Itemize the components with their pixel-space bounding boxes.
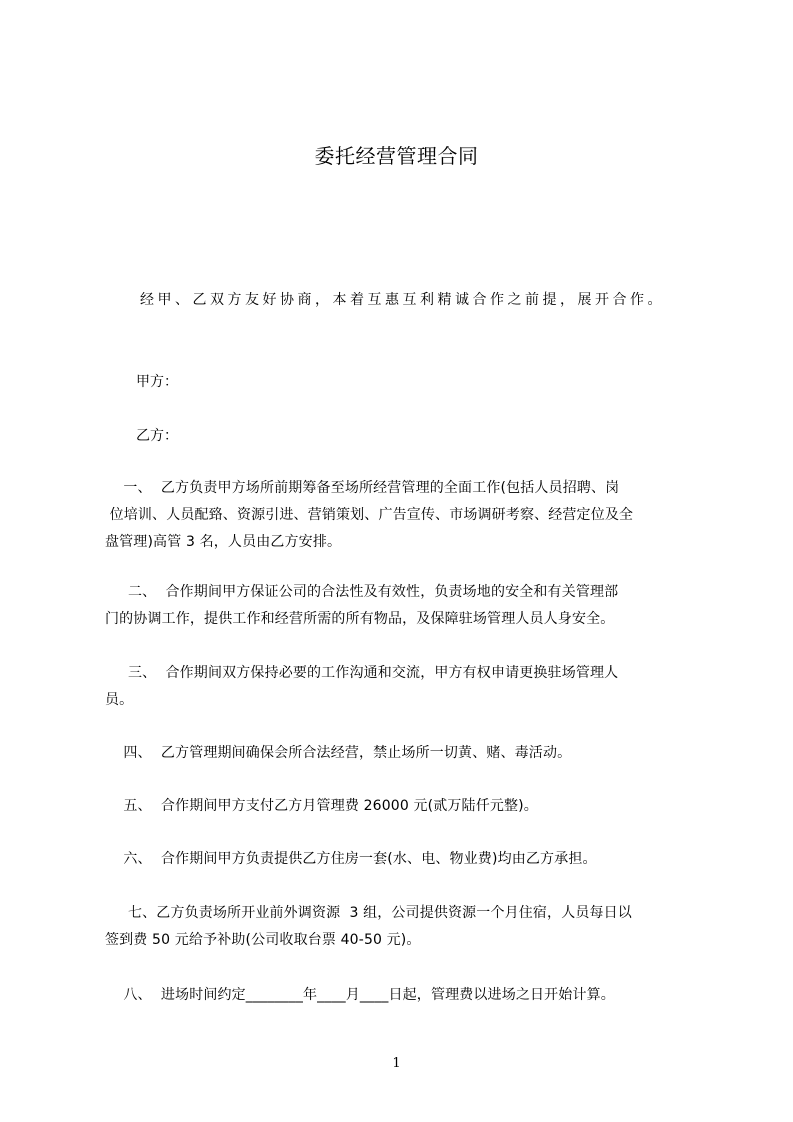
page-number: 1 xyxy=(392,1056,401,1071)
clause-8 xyxy=(105,982,705,1009)
clause-3-line-2: 员。 xyxy=(105,692,134,708)
clause-6 xyxy=(105,846,705,873)
clause-2-line-2: 门的协调工作，提供工作和经营所需的所有物品，及保障驻场管理人员人身安全。 xyxy=(105,611,615,627)
clause-3-line-1: 三、 合作期间双方保持必要的工作沟通和交流，甲方有权申请更换驻场管理人 xyxy=(105,665,619,681)
party-a-label: 甲方： xyxy=(136,374,178,390)
clause-1-line-3: 盘管理)高管 3 名，人员由乙方安排。 xyxy=(105,534,342,550)
clause-2-line-1: 二、 合作期间甲方保证公司的合法性及有效性，负责场地的安全和有关管理部 xyxy=(105,584,619,600)
clause-4-line-1: 四、 乙方管理期间确保会所合法经营，禁止场所一切黄、赌、毒活动。 xyxy=(105,745,572,761)
clause-4 xyxy=(105,740,705,767)
document-title: 委托经营管理合同 xyxy=(314,144,479,168)
clause-1 xyxy=(105,475,705,556)
clause-5-line-1: 五、 合作期间甲方支付乙方月管理费 26000 元(贰万陆仟元整)。 xyxy=(105,798,538,814)
clause-1-line-1: 一、 乙方负责甲方场所前期筹备至场所经营管理的全面工作(包括人员招聘、岗 xyxy=(105,480,620,496)
clause-6-line-1: 六、 合作期间甲方负责提供乙方住房一套(水、电、物业费)均由乙方承担。 xyxy=(105,851,597,867)
clause-8-line-1: 八、 进场时间约定________年____月____日起，管理费以进场之日开始计算。 xyxy=(105,987,615,1003)
party-b-label: 乙方： xyxy=(136,428,178,444)
clause-3 xyxy=(105,660,705,714)
clause-2 xyxy=(105,579,705,633)
clause-7 xyxy=(105,900,705,954)
clause-7-line-2: 签到费 50 元给予补助(公司收取台票 40-50 元)。 xyxy=(105,932,421,948)
clause-5 xyxy=(105,793,705,820)
clause-7-line-1: 七、乙方负责场所开业前外调资源 3 组，公司提供资源一个月住宿，人员每日以 xyxy=(105,905,632,921)
clause-1-line-2: 位培训、人员配臵、资源引进、营销策划、广告宣传、市场调研考察、经营定位及全 xyxy=(105,507,634,523)
intro-paragraph: 经甲、乙双方友好协商，本着互惠互利精诚合作之前提，展开合作。 xyxy=(140,292,665,308)
